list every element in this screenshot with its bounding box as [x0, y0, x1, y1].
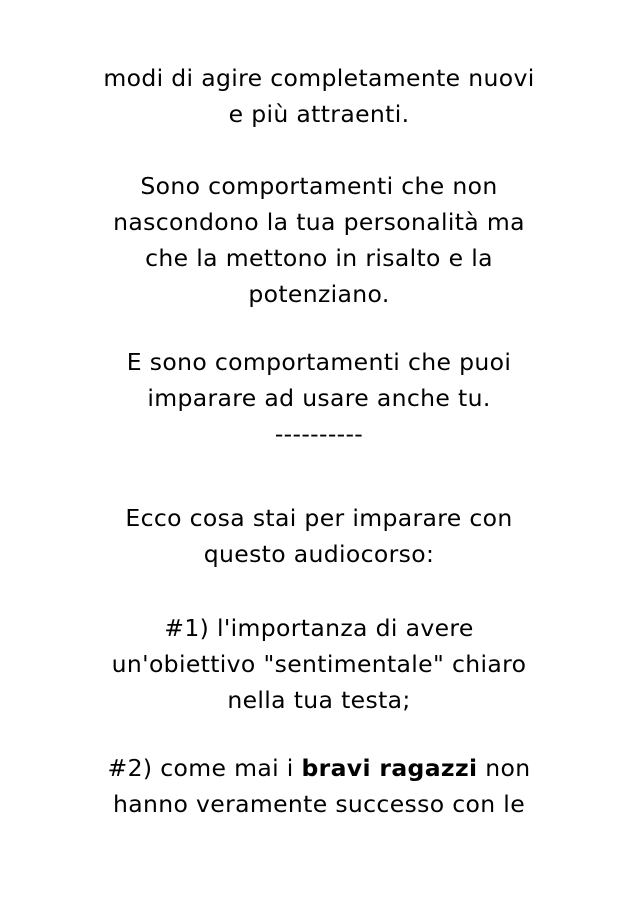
text-line: nascondono la tua personalità ma [113, 208, 525, 236]
text-line: Sono comportamenti che non [140, 172, 498, 200]
text-line: #1) l'importanza di avere [164, 614, 474, 642]
paragraph-you-can-learn [50, 344, 588, 452]
text-line: questo audiocorso: [203, 540, 435, 568]
list-item-2 [50, 750, 588, 822]
text-line: imparare ad usare anche tu. [147, 384, 491, 412]
bold-text: bravi ragazzi [301, 754, 478, 782]
separator-dashes: ---------- [274, 420, 364, 448]
paragraph-behaviours-personality [50, 168, 588, 312]
text-line: e più attraenti. [228, 100, 410, 128]
paragraph-course-intro [50, 500, 588, 572]
text-line: E sono comportamenti che puoi [126, 348, 512, 376]
list-item-1 [50, 610, 588, 718]
text-line: nella tua testa; [227, 686, 411, 714]
text-line: hanno veramente successo con le [112, 790, 525, 818]
text-line: Ecco cosa stai per imparare con [125, 504, 513, 532]
text-fragment: non [477, 754, 531, 782]
text-line: modi di agire completamente nuovi [103, 64, 535, 92]
text-fragment: #2) come mai i [107, 754, 302, 782]
text-line [50, 750, 588, 786]
text-line: un'obiettivo "sentimentale" chiaro [111, 650, 527, 678]
paragraph-new-ways [50, 60, 588, 132]
text-line: che la mettono in risalto e la [145, 244, 493, 272]
text-line: potenziano. [248, 280, 390, 308]
